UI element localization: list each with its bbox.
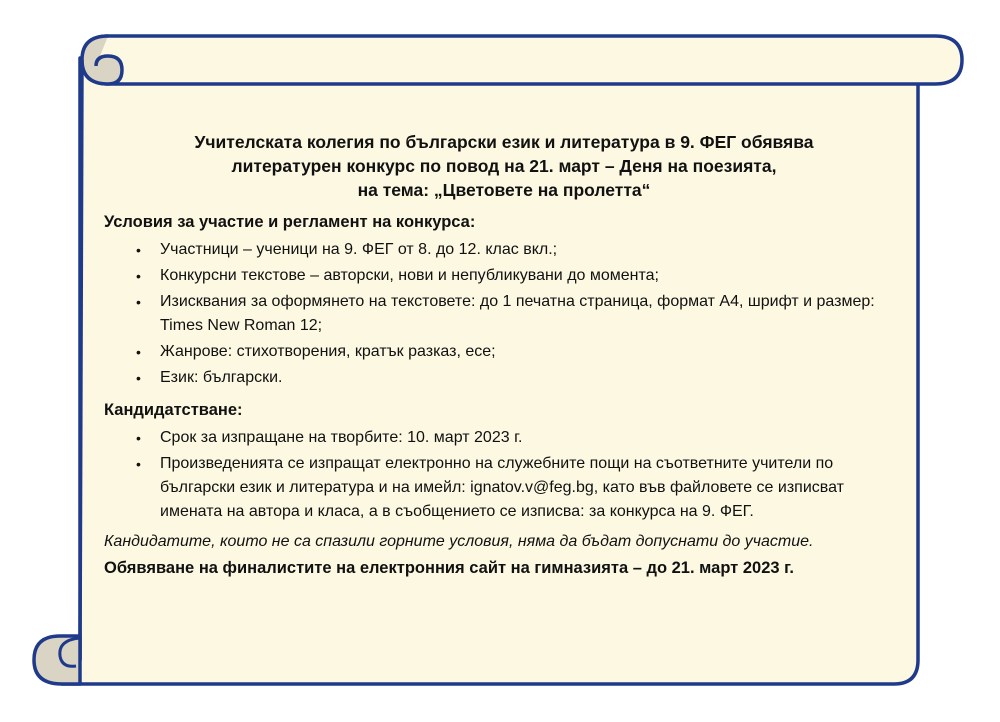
- scroll-bottom-curl: [34, 636, 80, 684]
- scroll-left-edge: [80, 60, 82, 660]
- list-item-text: Участници – ученици на 9. ФЕГ от 8. до 12. клас вкл.;: [160, 241, 558, 258]
- list-item: [104, 264, 904, 288]
- list-item-text: Произведенията се изпращат електронно на служебните пощи на съответните учители по български език и литература и на имейл: ignatov.v@feg.bg, като във файловете се изписват имената на автора и класа, а в съобщението се изписва: за конкурса на 9. ФЕГ.: [160, 455, 844, 520]
- announcement: [104, 130, 904, 580]
- list-item-text: Изисквания за оформянето на текстовете: до 1 печатна страница, формат А4, шрифт и размер: Times New Roman 12;: [160, 293, 875, 334]
- bullet-icon: •: [136, 370, 141, 386]
- bullet-icon: •: [136, 430, 141, 446]
- heading-line-2: литературен конкурс по повод на 21. март – Деня на поезията,: [231, 156, 777, 176]
- list-item: [104, 290, 904, 338]
- list-item: [104, 366, 904, 390]
- bullet-icon: •: [136, 242, 141, 258]
- list-item-text: Жанрове: стихотворения, кратък разказ, есе;: [160, 343, 496, 360]
- list-item-text: Конкурсни текстове – авторски, нови и непубликувани до момента;: [160, 267, 659, 284]
- list-item: [104, 340, 904, 364]
- conditions-list: [104, 238, 904, 390]
- scroll-top-roll: [86, 36, 962, 84]
- conditions-title: Условия за участие и регламент на конкурса:: [104, 213, 476, 231]
- application-title: Кандидатстване:: [104, 401, 243, 419]
- list-item: [104, 426, 904, 450]
- heading-line-1: Учителската колегия по български език и литература в 9. ФЕГ обявява: [194, 132, 814, 152]
- disqualification-note: Кандидатите, които не са спазили горните условия, няма да бъдат допуснати до участие.: [104, 533, 814, 550]
- list-item-text: Език: български.: [160, 369, 283, 386]
- bullet-icon: •: [136, 294, 141, 310]
- list-item: [104, 452, 904, 524]
- list-item: [104, 238, 904, 262]
- finalists-announcement: Обявяване на финалистите на електронния сайт на гимназията – до 21. март 2023 г.: [104, 559, 794, 577]
- list-item-text: Срок за изпращане на творбите: 10. март 2023 г.: [160, 429, 523, 446]
- bullet-icon: •: [136, 268, 141, 284]
- application-list: [104, 426, 904, 524]
- bullet-icon: •: [136, 456, 141, 472]
- heading-line-3: на тема: „Цветовете на пролетта“: [357, 180, 651, 200]
- bullet-icon: •: [136, 344, 141, 360]
